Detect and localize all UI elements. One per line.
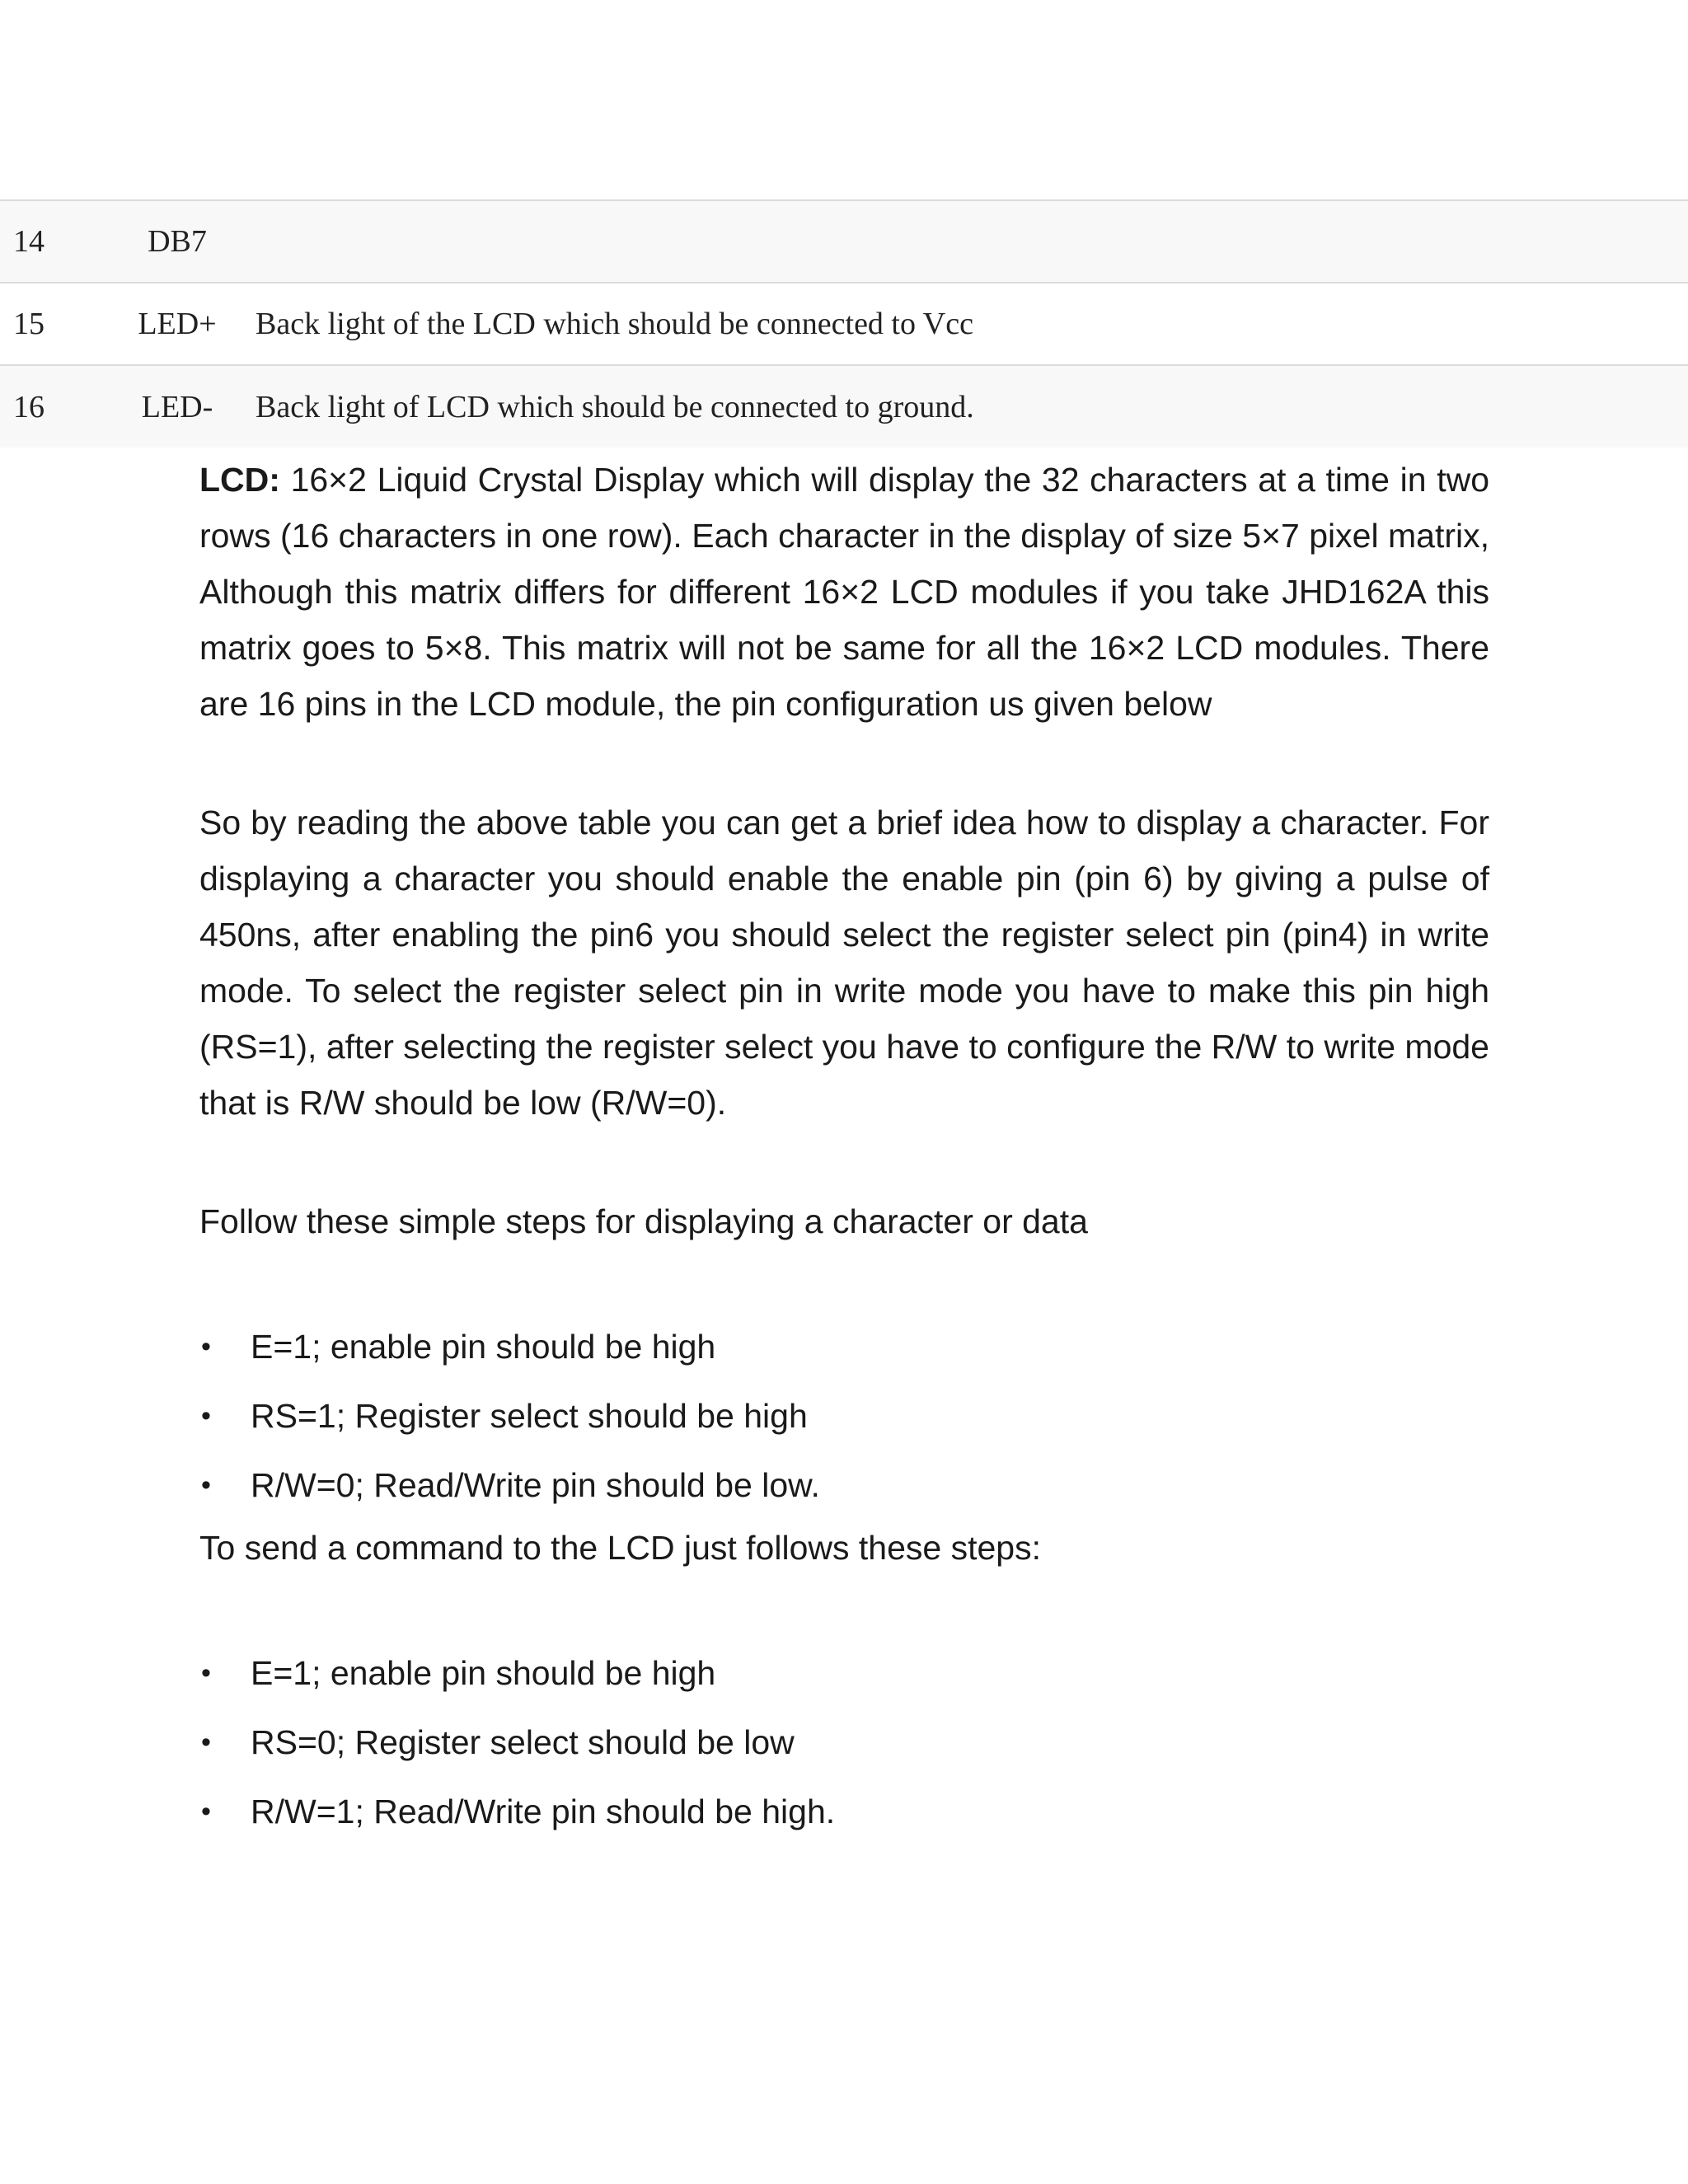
intro-lead: LCD: <box>199 461 280 499</box>
list-item <box>199 1777 1489 1846</box>
step-text: RS=1; Register select should be high <box>251 1397 808 1435</box>
pin-name: LED+ <box>138 307 217 341</box>
bullet-icon: • <box>201 1796 211 1827</box>
pin-row-15 <box>0 283 1688 365</box>
list-item <box>199 1638 1489 1708</box>
pin-table <box>0 199 1688 448</box>
command-steps-list <box>199 1638 1489 1846</box>
article-body <box>199 452 1489 1846</box>
explanation-paragraph: So by reading the above table you can get a brief idea how to display a character. For displaying a character you should enable the enable pin (pin 6) by giving a pulse of 450ns, after enabling the pin6 you should select the register select pin (pin4) in write mode. To select the register select pin in write mode you have to make this pin high (RS=1), after selecting the register select you have to configure the R/W to write mode that is R/W should be low (R/W=0). <box>199 804 1489 1122</box>
step-text: RS=0; Register select should be low <box>251 1723 795 1761</box>
list-item <box>199 1708 1489 1777</box>
bullet-icon: • <box>201 1727 211 1758</box>
pin-name: LED- <box>141 389 213 424</box>
pin-number: 14 <box>13 224 45 259</box>
data-steps-heading: Follow these simple steps for displaying a character or data <box>199 1202 1088 1240</box>
step-text: E=1; enable pin should be high <box>251 1328 716 1366</box>
intro-text: 16×2 Liquid Crystal Display which will display the 32 characters at a time in two rows (16 characters in one row). Each character in the display of size 5×7 pixel matrix, Although this matrix differs for different 16×2 LCD modules if you take JHD162A this matrix goes to 5×8. This matrix will not be same for all the 16×2 LCD modules. There are 16 pins in the LCD module, the pin configuration us given below <box>199 461 1489 723</box>
data-steps-list <box>199 1312 1489 1520</box>
intro-paragraph <box>199 452 1489 732</box>
pin-number: 16 <box>13 389 45 424</box>
step-text: R/W=1; Read/Write pin should be high. <box>251 1793 836 1830</box>
bullet-icon: • <box>201 1400 211 1432</box>
bullet-icon: • <box>201 1657 211 1689</box>
list-item <box>199 1381 1489 1451</box>
pin-description: Back light of the LCD which should be connected to Vcc <box>256 307 973 341</box>
pin-description: Back light of LCD which should be connected to ground. <box>256 389 974 424</box>
pin-name: DB7 <box>148 224 207 259</box>
pin-row-14 <box>0 200 1688 283</box>
bullet-icon: • <box>201 1469 211 1501</box>
list-item <box>199 1451 1489 1520</box>
step-text: R/W=0; Read/Write pin should be low. <box>251 1466 820 1504</box>
bullet-icon: • <box>201 1331 211 1362</box>
list-item <box>199 1312 1489 1381</box>
pin-row-16 <box>0 365 1688 448</box>
pin-number: 15 <box>13 307 45 341</box>
command-steps-heading: To send a command to the LCD just follows these steps: <box>199 1529 1041 1567</box>
pin-description <box>242 200 1688 283</box>
step-text: E=1; enable pin should be high <box>251 1654 716 1692</box>
